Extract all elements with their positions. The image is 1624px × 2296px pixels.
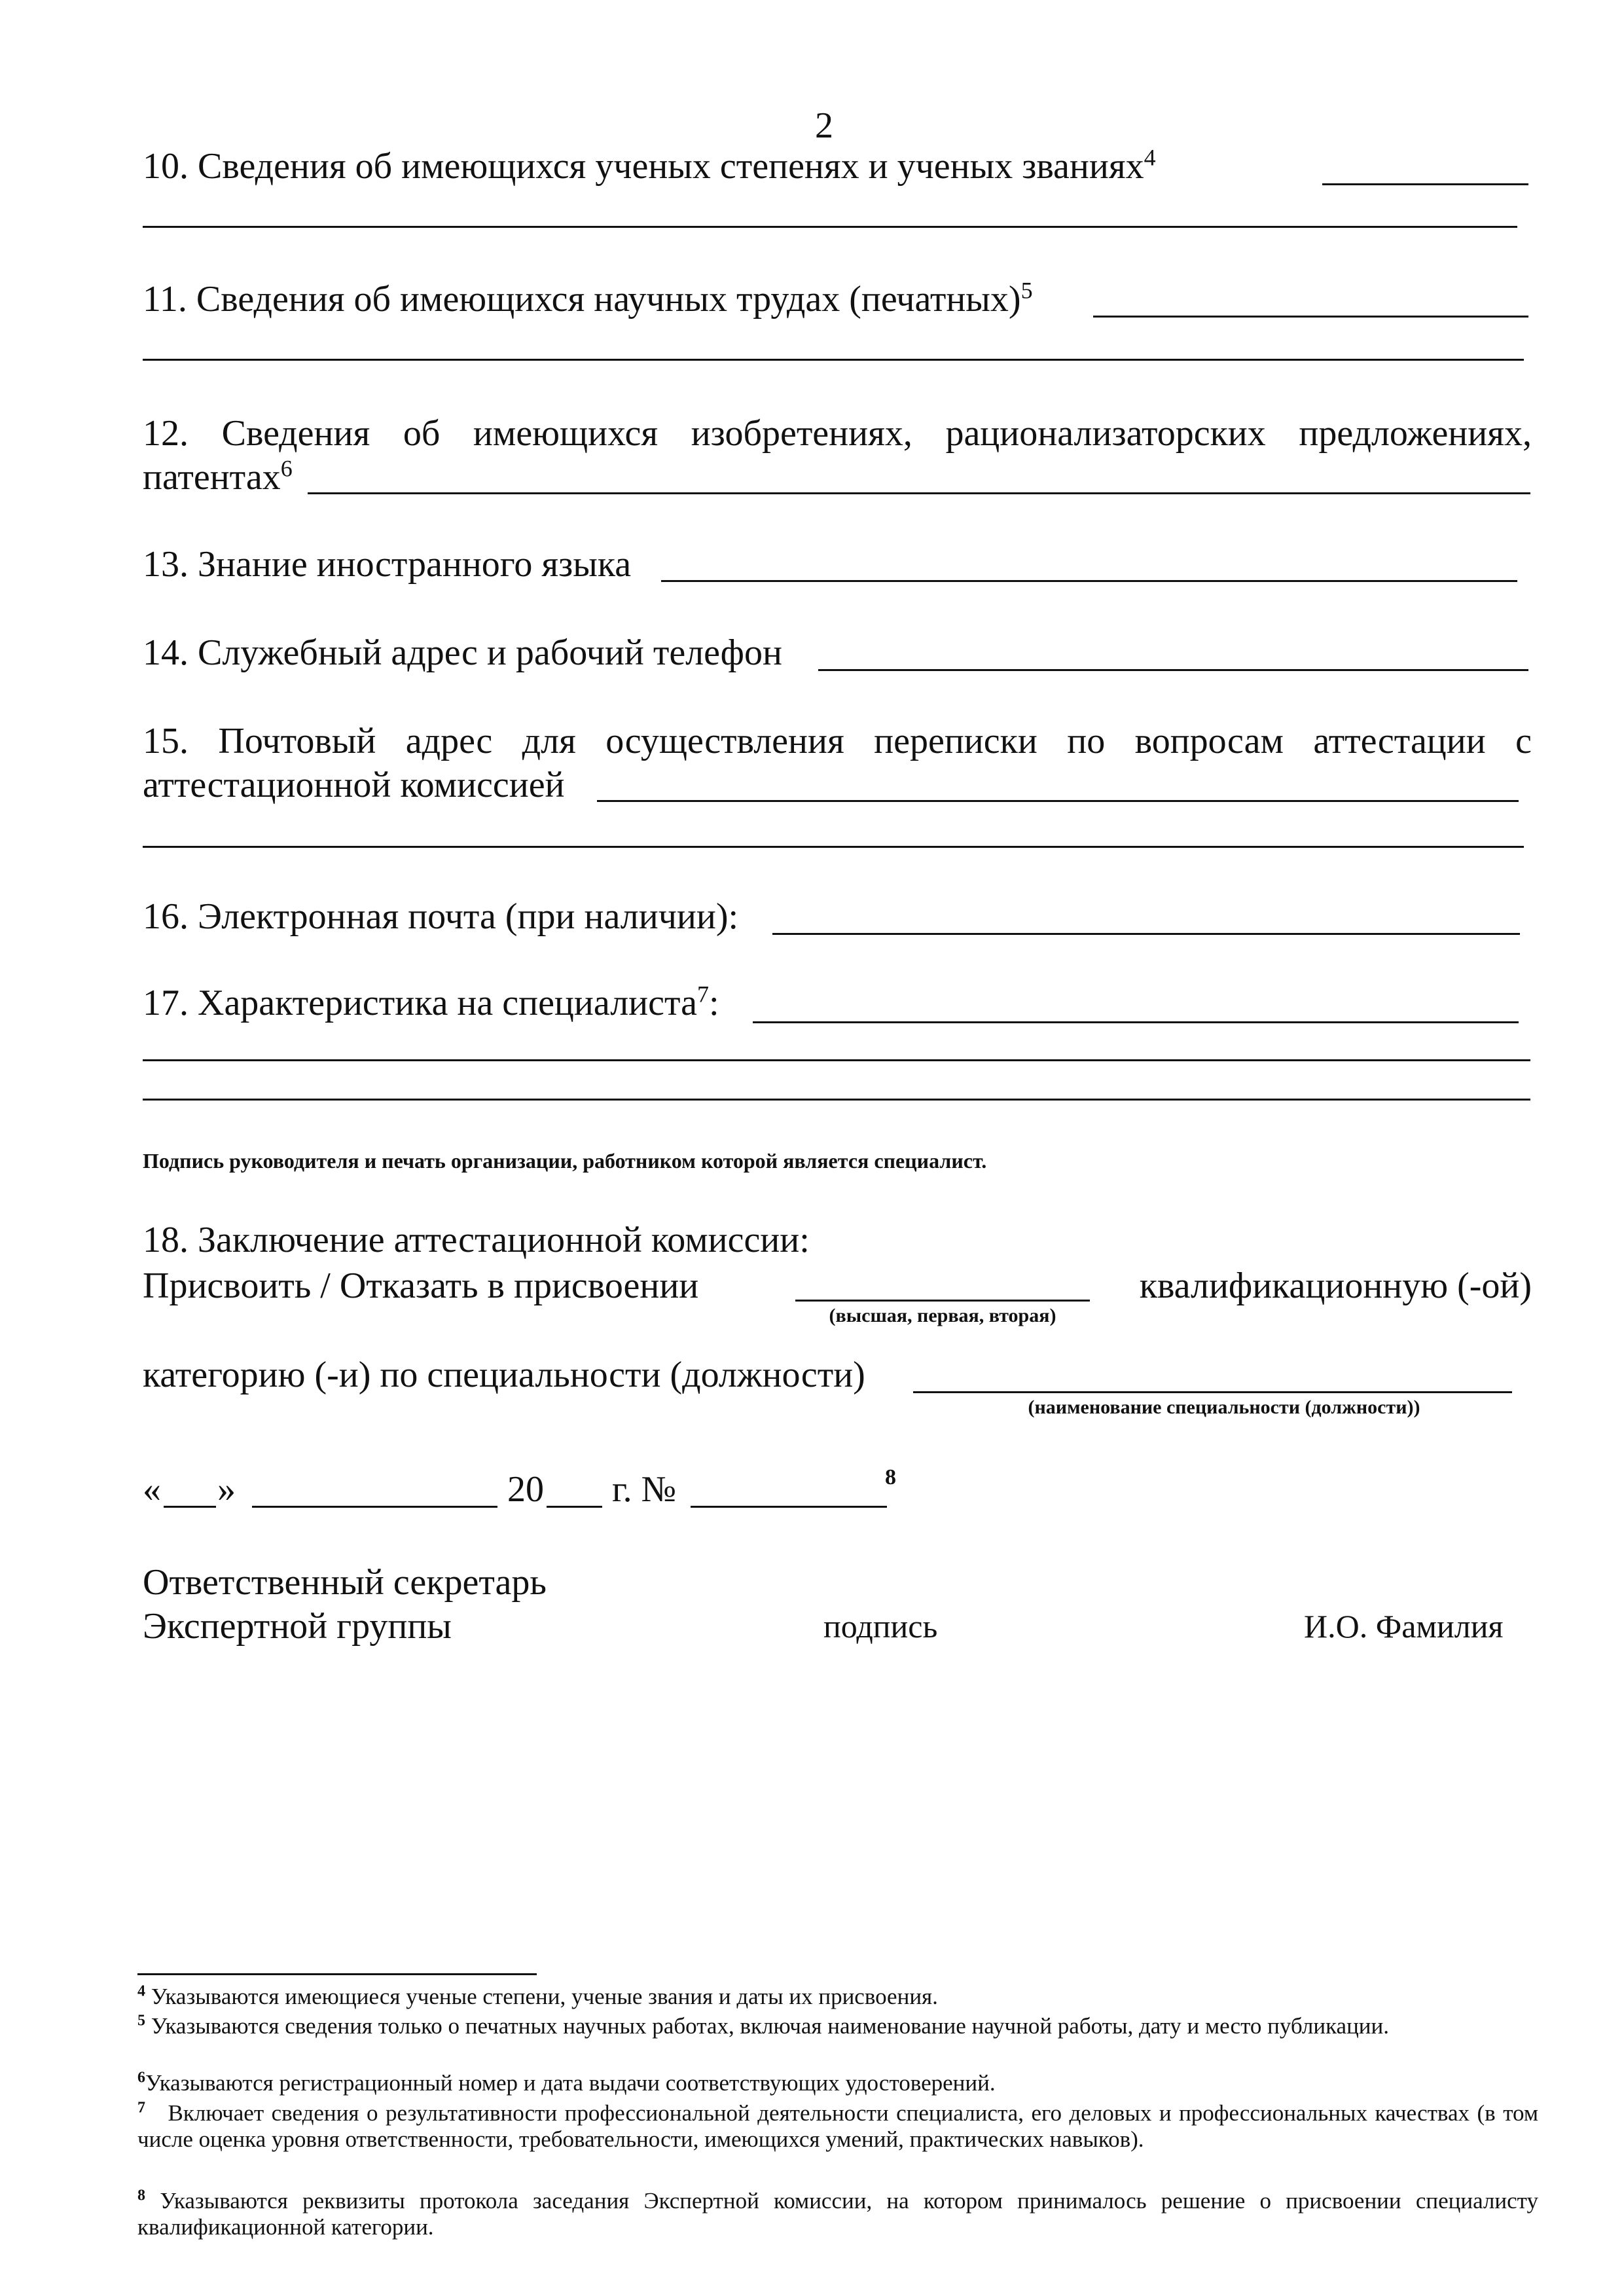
year-suffix-number-sign: г. №	[612, 1469, 677, 1510]
footnote-separator	[137, 1973, 537, 1975]
item-17-input-line-3[interactable]	[143, 1099, 1530, 1101]
secretary-role-line-2: Экспертной группы	[143, 1606, 452, 1647]
item-17-label	[143, 982, 719, 1024]
footnote-7-text: Включает сведения о результативности профессиональной деятельности специалиста, его деловых и профессиональных качествах (в том числе оценка уровня ответственности, требовательности, имеющихся умений, практических навыков).	[137, 2100, 1539, 2152]
qualification-text: квалификационную (-ой)	[1139, 1266, 1532, 1306]
footnote-4-number: 4	[137, 1982, 145, 2000]
item-17-input-line-1[interactable]	[753, 1021, 1519, 1023]
date-open-quote: «	[143, 1469, 161, 1510]
item-11-text: 11. Сведения об имеющихся научных трудах (печатных)	[143, 279, 1021, 319]
item-14-input-line[interactable]	[818, 669, 1528, 671]
item-12-line-2	[143, 456, 293, 498]
date-close-quote: »	[217, 1469, 236, 1510]
item-13-label: 13. Знание иностранного языка	[143, 544, 632, 585]
footnote-5	[137, 2013, 1538, 2039]
specialty-input-line[interactable]	[913, 1391, 1512, 1393]
item-16-label: 16. Электронная почта (при наличии):	[143, 896, 739, 937]
category-specialty-label: категорию (-и) по специальности (должности)	[143, 1355, 865, 1395]
email-input-line[interactable]	[772, 933, 1520, 935]
item-14-label: 14. Служебный адрес и рабочий телефон	[143, 632, 782, 673]
footnote-4-text: Указываются имеющиеся ученые степени, ученые звания и даты их присвоения.	[151, 1984, 938, 2009]
footnote-ref-8: 8	[885, 1465, 896, 1489]
category-input-line[interactable]	[795, 1300, 1090, 1302]
page-number: 2	[815, 105, 833, 146]
item-12-line-1: 12. Сведения об имеющихся изобретениях, рационализаторских предложениях,	[143, 413, 1532, 454]
category-hint: (высшая, первая, вторая)	[829, 1305, 1056, 1326]
footnote-ref-6: 6	[280, 455, 293, 482]
item-15-input-line-2[interactable]	[143, 846, 1524, 848]
footnote-ref-7: 7	[697, 981, 709, 1008]
footnote-5-number: 5	[137, 2012, 145, 2030]
item-11-label	[143, 278, 1033, 320]
month-input-line[interactable]	[252, 1506, 497, 1508]
footnote-ref-4: 4	[1144, 144, 1156, 171]
item-15-line-1: 15. Почтовый адрес для осуществления переписки по вопросам аттестации с	[143, 721, 1532, 761]
item-12-input-line[interactable]	[308, 492, 1530, 494]
footnote-8-text: Указываются реквизиты протокола заседания Экспертной комиссии, на котором принималось решение о присвоении специалисту квалификационной категории.	[137, 2188, 1538, 2240]
footnote-7-number: 7	[137, 2099, 145, 2117]
footnote-5-text: Указываются сведения только о печатных научных работах, включая наименование научной работы, дату и место публикации.	[151, 2013, 1390, 2039]
specialty-hint: (наименование специальности (должности))	[1028, 1396, 1420, 1418]
signature-label: подпись	[823, 1608, 938, 1645]
conclusion-heading: 18. Заключение аттестационной комиссии:	[143, 1220, 810, 1260]
footnote-ref-5: 5	[1020, 277, 1033, 304]
item-10-input-line-2[interactable]	[143, 226, 1517, 228]
item-15-input-line-1[interactable]	[597, 800, 1519, 802]
item-13-input-line[interactable]	[661, 580, 1517, 582]
item-11-input-line-1[interactable]	[1093, 316, 1528, 318]
assign-refuse-text: Присвоить / Отказать в присвоении	[143, 1266, 699, 1306]
year-input-line[interactable]	[547, 1506, 602, 1508]
protocol-number-input-line[interactable]	[691, 1506, 887, 1508]
item-17-colon: :	[709, 983, 719, 1023]
footnote-8-number: 8	[137, 2187, 145, 2204]
footnote-4	[137, 1984, 1538, 2010]
item-10-label	[143, 145, 1156, 187]
item-10-input-line-1[interactable]	[1322, 183, 1528, 185]
item-12-text: патентах	[143, 457, 281, 498]
year-prefix: 20	[507, 1469, 544, 1510]
footnote-6-number: 6	[137, 2069, 145, 2086]
item-10-text: 10. Сведения об имеющихся ученых степенях и ученых званиях	[143, 146, 1144, 187]
footnote-8	[137, 2188, 1538, 2240]
footnote-6	[137, 2070, 1538, 2096]
item-17-text: 17. Характеристика на специалиста	[143, 983, 697, 1023]
name-placeholder: И.О. Фамилия	[1304, 1608, 1504, 1645]
footnote-7	[137, 2100, 1538, 2153]
footnote-6-text: Указываются регистрационный номер и дата выдачи соответствующих удостоверений.	[145, 2070, 996, 2096]
item-11-input-line-2[interactable]	[143, 359, 1524, 361]
secretary-role-line-1: Ответственный секретарь	[143, 1562, 547, 1603]
day-input-line[interactable]	[164, 1506, 216, 1508]
item-17-input-line-2[interactable]	[143, 1059, 1530, 1061]
signature-note: Подпись руководителя и печать организации, работником которой является специалист.	[143, 1149, 987, 1173]
item-15-line-2: аттестационной комиссией	[143, 765, 565, 805]
